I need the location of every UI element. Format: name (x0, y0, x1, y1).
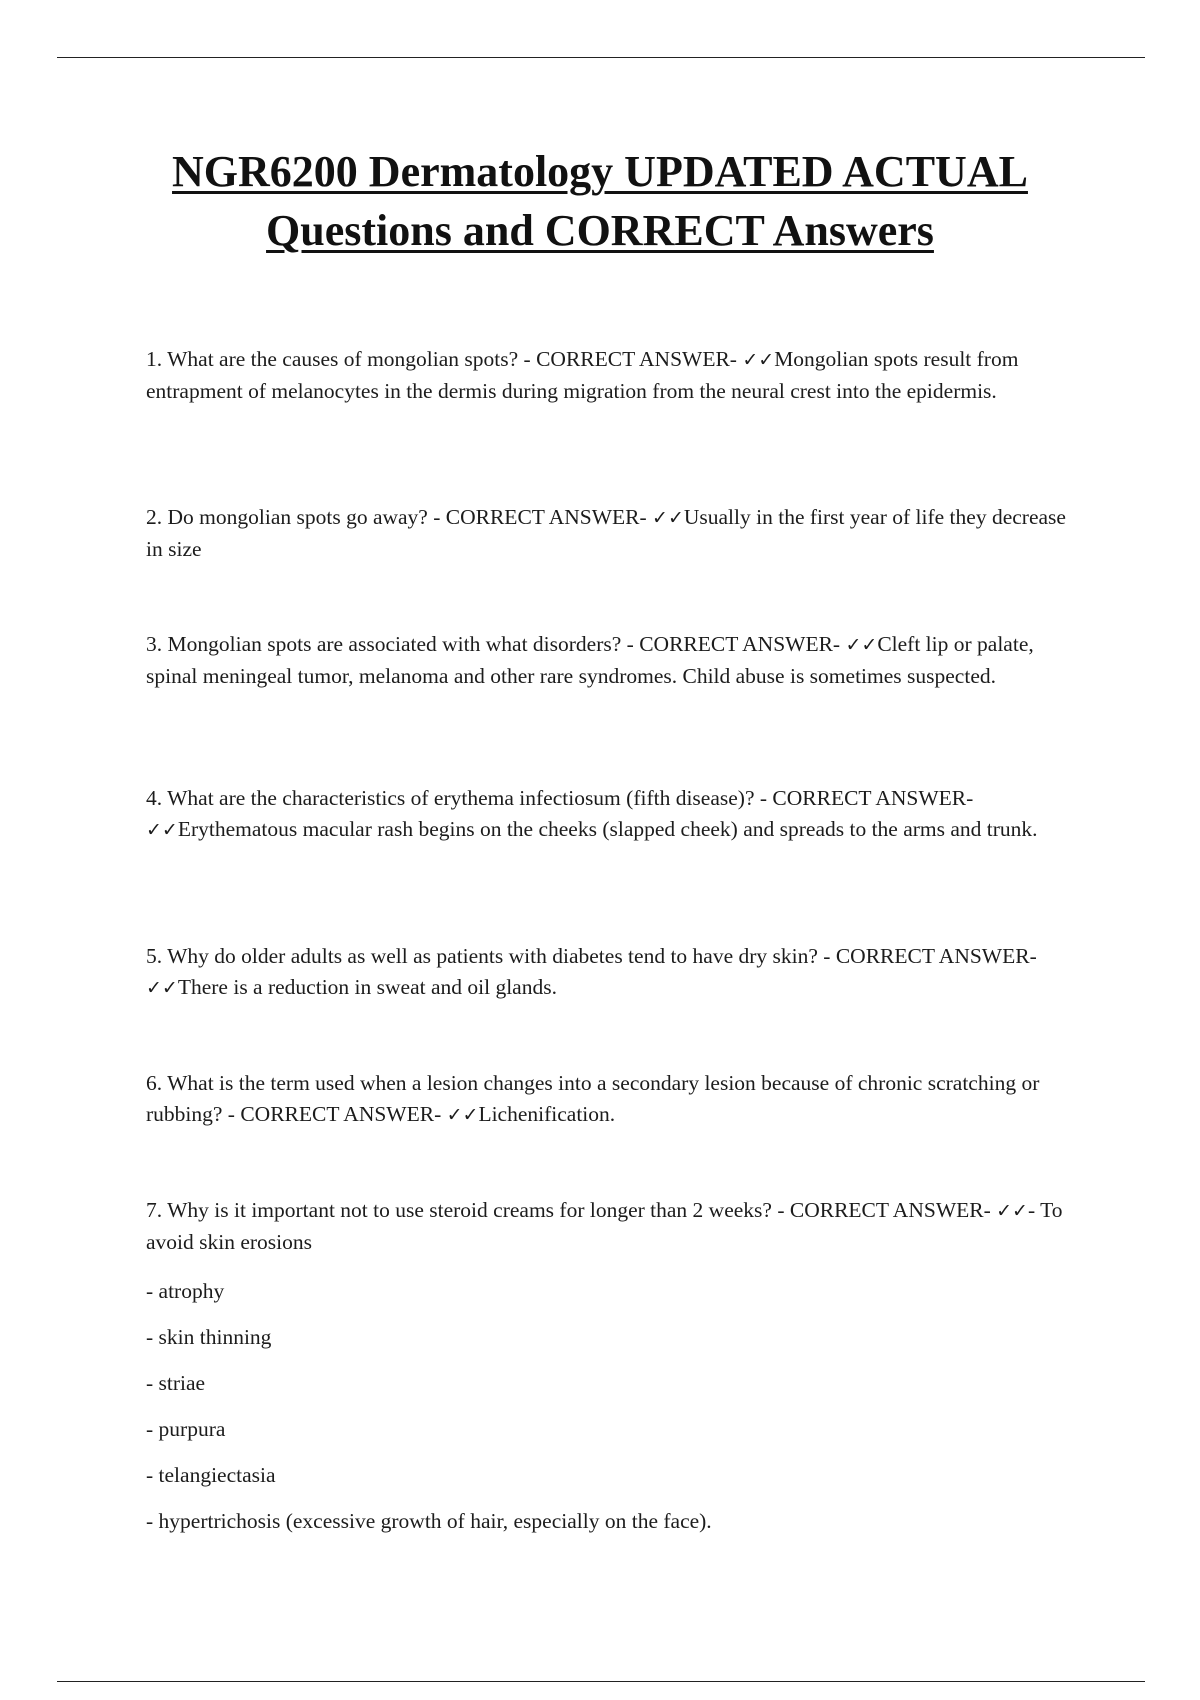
answer-5-text: There is a reduction in sweat and oil glands. (177, 975, 557, 999)
list-item: - hypertrichosis (excessive growth of hair, especially on the face). (146, 1509, 712, 1533)
list-item: - striae (146, 1371, 206, 1395)
answer-6-text: Lichenification. (478, 1102, 616, 1126)
check-mark-icon: ✓✓ (146, 819, 178, 841)
question-3 (146, 629, 1066, 692)
list-item: - telangiectasia (146, 1463, 276, 1487)
question-2-text: 2. Do mongolian spots go away? - CORRECT ANSWER- (146, 505, 653, 529)
check-mark-icon: ✓✓ (742, 349, 775, 371)
bottom-rule (57, 1681, 1145, 1682)
top-rule (57, 57, 1145, 58)
answer-4-text: Erythematous macular rash begins on the cheeks (slapped cheek) and spreads to the arms and trunk. (177, 817, 1038, 841)
answer-3-text: Cleft lip or palate, spinal meningeal tumor, melanoma and other rare syndromes. Child abuse is sometimes suspected. (146, 632, 1034, 688)
check-mark-icon: ✓✓ (996, 1200, 1028, 1222)
document-title: NGR6200 Dermatology UPDATED ACTUAL Questions and CORRECT Answers (172, 147, 1028, 255)
question-3-text: 3. Mongolian spots are associated with what disorders? - CORRECT ANSWER- (146, 632, 846, 656)
check-mark-icon: ✓✓ (146, 977, 178, 999)
list-item: - skin thinning (146, 1325, 272, 1349)
check-mark-icon: ✓✓ (652, 507, 684, 529)
answer-7-text: - To avoid skin erosions (146, 1198, 1063, 1254)
question-2 (146, 502, 1066, 565)
question-1-text: 1. What are the causes of mongolian spots? - CORRECT ANSWER- (146, 347, 743, 371)
question-7 (146, 1195, 1066, 1258)
check-mark-icon: ✓✓ (446, 1104, 479, 1126)
question-7-side-effects-list (146, 1276, 712, 1552)
question-4-text: 4. What are the characteristics of erythema infectiosum (fifth disease)? - CORRECT ANSWER- (146, 786, 974, 810)
answer-1-text: Mongolian spots result from entrapment of melanocytes in the dermis during migration from the neural crest into the epidermis. (146, 347, 1019, 403)
question-6 (146, 1068, 1066, 1131)
question-5-text: 5. Why do older adults as well as patients with diabetes tend to have dry skin? - CORRECT ANSWER- (146, 944, 1037, 968)
question-1 (146, 344, 1066, 407)
list-item: - atrophy (146, 1279, 225, 1303)
question-4 (146, 783, 1066, 846)
question-5 (146, 941, 1066, 1004)
answer-2-text: Usually in the first year of life they decrease in size (146, 505, 1066, 561)
question-6-text: 6. What is the term used when a lesion changes into a secondary lesion because of chronic scratching or rubbing? - CORRECT ANSWER- (146, 1071, 1040, 1126)
check-mark-icon: ✓✓ (845, 634, 878, 656)
list-item: - purpura (146, 1417, 226, 1441)
question-7-text: 7. Why is it important not to use steroid creams for longer than 2 weeks? - CORRECT ANSWER- (146, 1198, 997, 1222)
